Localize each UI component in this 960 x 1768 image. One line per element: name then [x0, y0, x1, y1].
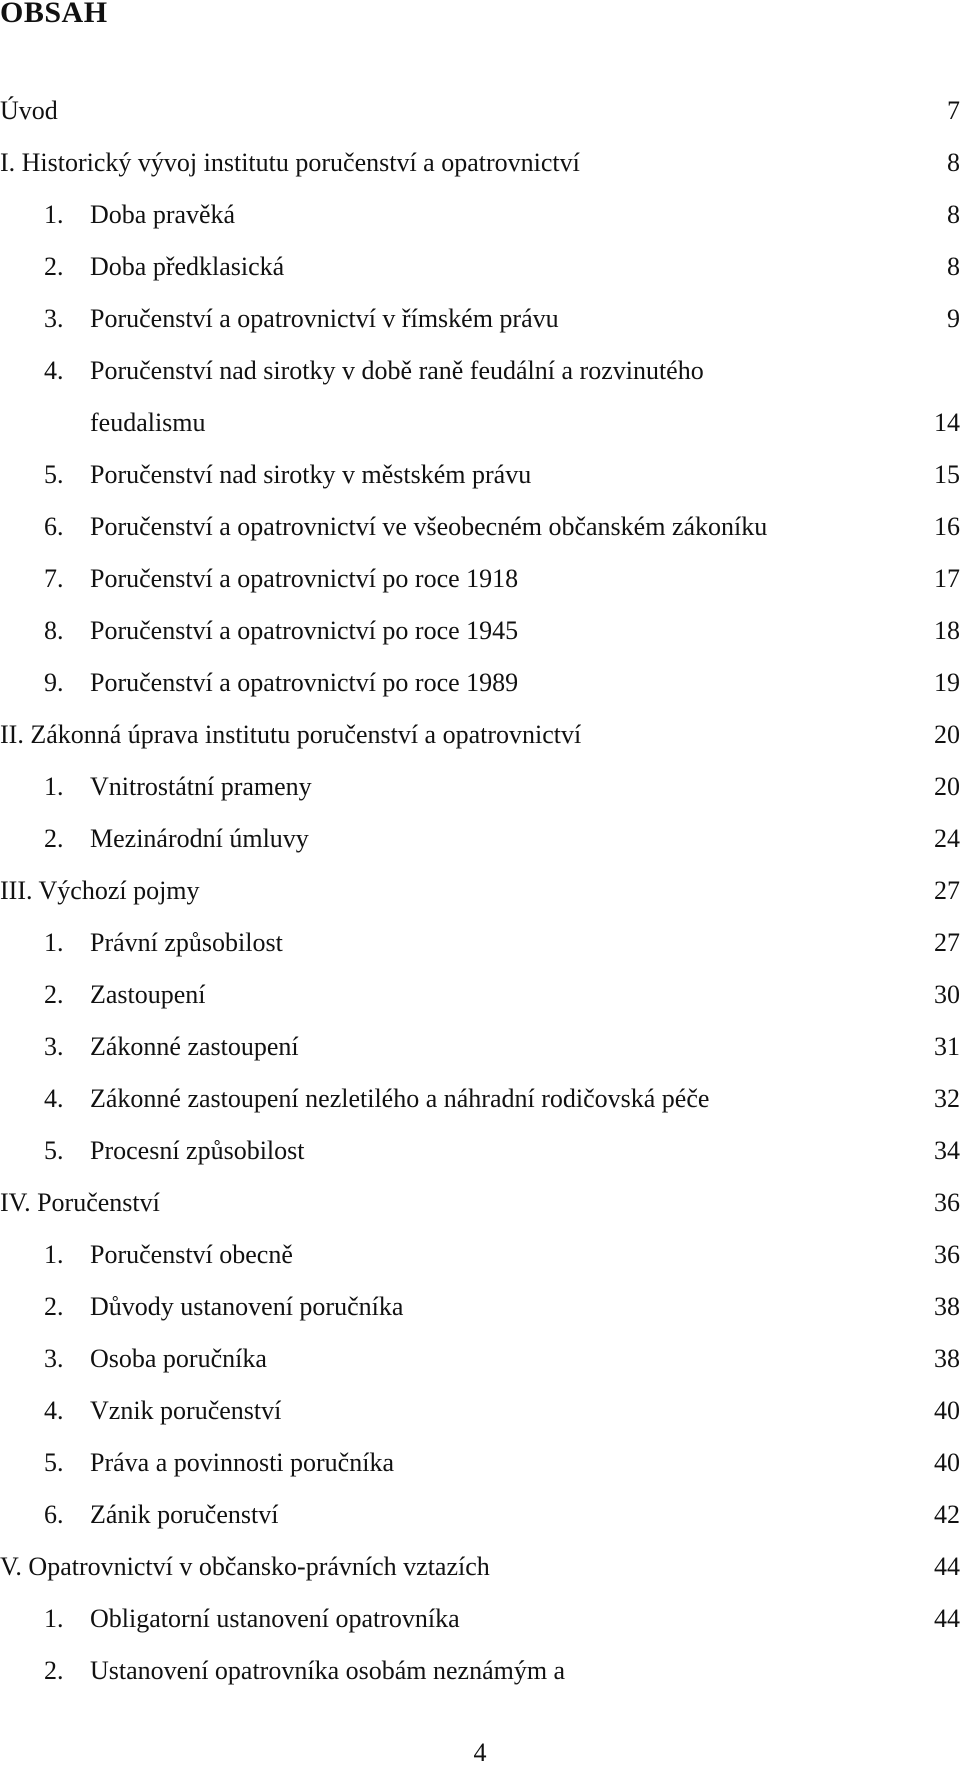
toc-entry-page: 20: [934, 720, 960, 749]
toc-entry[interactable]: [0, 980, 960, 1032]
toc-entry[interactable]: [0, 1396, 960, 1448]
toc-entry-number: 7.: [44, 564, 64, 593]
toc-entry[interactable]: [0, 720, 960, 772]
toc-entry-label: Doba pravěká: [90, 200, 236, 229]
toc-entry-page: 30: [934, 980, 960, 1009]
toc-entry-label: V. Opatrovnictví v občansko-právních vztazích: [0, 1552, 490, 1581]
toc-entry-label: Zákonné zastoupení: [90, 1032, 299, 1061]
toc-entry[interactable]: [0, 356, 960, 408]
toc-entry-label: Poručenství a opatrovnictví po roce 1945: [90, 616, 519, 645]
toc-entry-number: 1.: [44, 1240, 64, 1269]
toc-entry[interactable]: [0, 928, 960, 980]
toc-entry-label: Poručenství nad sirotky v době raně feudální a rozvinutého: [90, 356, 704, 385]
toc-entry[interactable]: [0, 512, 960, 564]
toc-entry-page: 7: [947, 96, 960, 125]
toc-entry-page: 36: [934, 1240, 960, 1269]
toc-entry-label: Poručenství a opatrovnictví v římském právu: [90, 304, 559, 333]
toc-entry-label: III. Výchozí pojmy: [0, 876, 200, 905]
toc-entry[interactable]: [0, 616, 960, 668]
toc-entry-label: Práva a povinnosti poručníka: [90, 1448, 394, 1477]
toc-entry-number: 2.: [44, 252, 64, 281]
toc-entry-page: 20: [934, 772, 960, 801]
toc-entry-number: 6.: [44, 1500, 64, 1529]
toc-entry[interactable]: [0, 1448, 960, 1500]
toc-entry-page: 9: [947, 304, 960, 333]
toc-entry[interactable]: [0, 1136, 960, 1188]
toc-entry-page: 42: [934, 1500, 960, 1529]
toc-entry-label: Procesní způsobilost: [90, 1136, 305, 1165]
toc-entry-number: 1.: [44, 928, 64, 957]
toc-entry-label: IV. Poručenství: [0, 1188, 160, 1217]
toc-entry[interactable]: [0, 252, 960, 304]
toc-entry-page: 16: [934, 512, 960, 541]
toc-entry[interactable]: [0, 772, 960, 824]
toc-entry-page: 8: [947, 200, 960, 229]
toc-entry-page: 24: [934, 824, 960, 853]
toc-entry-label: Doba předklasická: [90, 252, 285, 281]
toc-entry-label: Důvody ustanovení poručníka: [90, 1292, 404, 1321]
toc-entry-label: Osoba poručníka: [90, 1344, 267, 1373]
toc-entry-number: 5.: [44, 1136, 64, 1165]
toc-entry[interactable]: [0, 96, 960, 148]
toc-entry-label: feudalismu: [90, 408, 206, 437]
toc-entry[interactable]: [0, 876, 960, 928]
toc-entry-number: 1.: [44, 772, 64, 801]
toc-entry[interactable]: [0, 1032, 960, 1084]
toc-entry-page: 15: [934, 460, 960, 489]
toc-entry[interactable]: [0, 1500, 960, 1552]
toc-entry-page: 38: [934, 1344, 960, 1373]
toc-entry-label: Poručenství a opatrovnictví po roce 1918: [90, 564, 519, 593]
toc-entry-number: 8.: [44, 616, 64, 645]
toc-entry-page: 8: [947, 148, 960, 177]
toc-entry-label: II. Zákonná úprava institutu poručenství a opatrovnictví: [0, 720, 582, 749]
toc-entry-number: 2.: [44, 1292, 64, 1321]
toc-entry-number: 4.: [44, 1396, 64, 1425]
toc-entry-page: 32: [934, 1084, 960, 1113]
toc-entry-page: 40: [934, 1448, 960, 1477]
toc-entry-number: 2.: [44, 824, 64, 853]
toc-entry-number: 9.: [44, 668, 64, 697]
toc-entry-number: 4.: [44, 356, 64, 385]
toc-entry[interactable]: [0, 1344, 960, 1396]
toc-entry[interactable]: [0, 1552, 960, 1604]
toc-entry[interactable]: [0, 408, 960, 460]
toc-entry[interactable]: [0, 668, 960, 720]
toc-entry[interactable]: [0, 1604, 960, 1656]
toc-entry-number: 3.: [44, 1344, 64, 1373]
toc-entry-number: 1.: [44, 200, 64, 229]
toc-entry-label: I. Historický vývoj institutu poručenství a opatrovnictví: [0, 148, 580, 177]
toc-entry-page: 44: [934, 1604, 960, 1633]
toc-entry[interactable]: [0, 564, 960, 616]
toc-entry-label: Zastoupení: [90, 980, 206, 1009]
toc-entry-label: Vznik poručenství: [90, 1396, 282, 1425]
toc-entry-label: Poručenství a opatrovnictví ve všeobecném občanském zákoníku: [90, 512, 768, 541]
toc-entry-label: Ustanovení opatrovníka osobám neznámým a: [90, 1656, 566, 1685]
toc-entry-page: 27: [934, 928, 960, 957]
toc-entry-page: 40: [934, 1396, 960, 1425]
toc-entry-number: 3.: [44, 1032, 64, 1061]
toc-entry-page: 36: [934, 1188, 960, 1217]
toc-entry-page: 44: [934, 1552, 960, 1581]
toc-entry[interactable]: [0, 1240, 960, 1292]
toc-entry-number: 1.: [44, 1604, 64, 1633]
toc-entry-page: 14: [934, 408, 960, 437]
toc-entry-number: 4.: [44, 1084, 64, 1113]
toc-entry[interactable]: [0, 824, 960, 876]
toc-entry[interactable]: [0, 1188, 960, 1240]
toc-entry-page: 19: [934, 668, 960, 697]
table-of-contents: [0, 96, 960, 1708]
toc-entry-page: 34: [934, 1136, 960, 1165]
toc-entry-page: 31: [934, 1032, 960, 1061]
toc-entry-label: Mezinárodní úmluvy: [90, 824, 309, 853]
toc-entry-label: Zákonné zastoupení nezletilého a náhradní rodičovská péče: [90, 1084, 710, 1113]
toc-entry-page: 27: [934, 876, 960, 905]
toc-entry[interactable]: [0, 148, 960, 200]
toc-entry[interactable]: [0, 1292, 960, 1344]
toc-entry-number: 3.: [44, 304, 64, 333]
toc-entry-page: 17: [934, 564, 960, 593]
toc-entry-number: 2.: [44, 980, 64, 1009]
toc-entry[interactable]: [0, 460, 960, 512]
toc-entry-label: Právní způsobilost: [90, 928, 283, 957]
toc-entry-label: Vnitrostátní prameny: [90, 772, 312, 801]
toc-entry-label: Úvod: [0, 96, 58, 125]
toc-entry-number: 6.: [44, 512, 64, 541]
toc-entry[interactable]: [0, 1656, 960, 1708]
toc-entry-page: 38: [934, 1292, 960, 1321]
toc-entry[interactable]: [0, 200, 960, 252]
toc-entry-number: 5.: [44, 460, 64, 489]
toc-entry-page: 8: [947, 252, 960, 281]
toc-entry-label: Poručenství a opatrovnictví po roce 1989: [90, 668, 519, 697]
toc-entry[interactable]: [0, 1084, 960, 1136]
toc-entry-label: Poručenství nad sirotky v městském právu: [90, 460, 532, 489]
toc-entry-label: Poručenství obecně: [90, 1240, 293, 1269]
toc-entry-label: Obligatorní ustanovení opatrovníka: [90, 1604, 460, 1633]
page-title: OBSAH: [0, 0, 108, 29]
toc-entry-label: Zánik poručenství: [90, 1500, 279, 1529]
toc-entry-number: 5.: [44, 1448, 64, 1477]
page-number: 4: [473, 1738, 487, 1767]
toc-entry-page: 18: [934, 616, 960, 645]
toc-entry[interactable]: [0, 304, 960, 356]
toc-entry-number: 2.: [44, 1656, 64, 1685]
